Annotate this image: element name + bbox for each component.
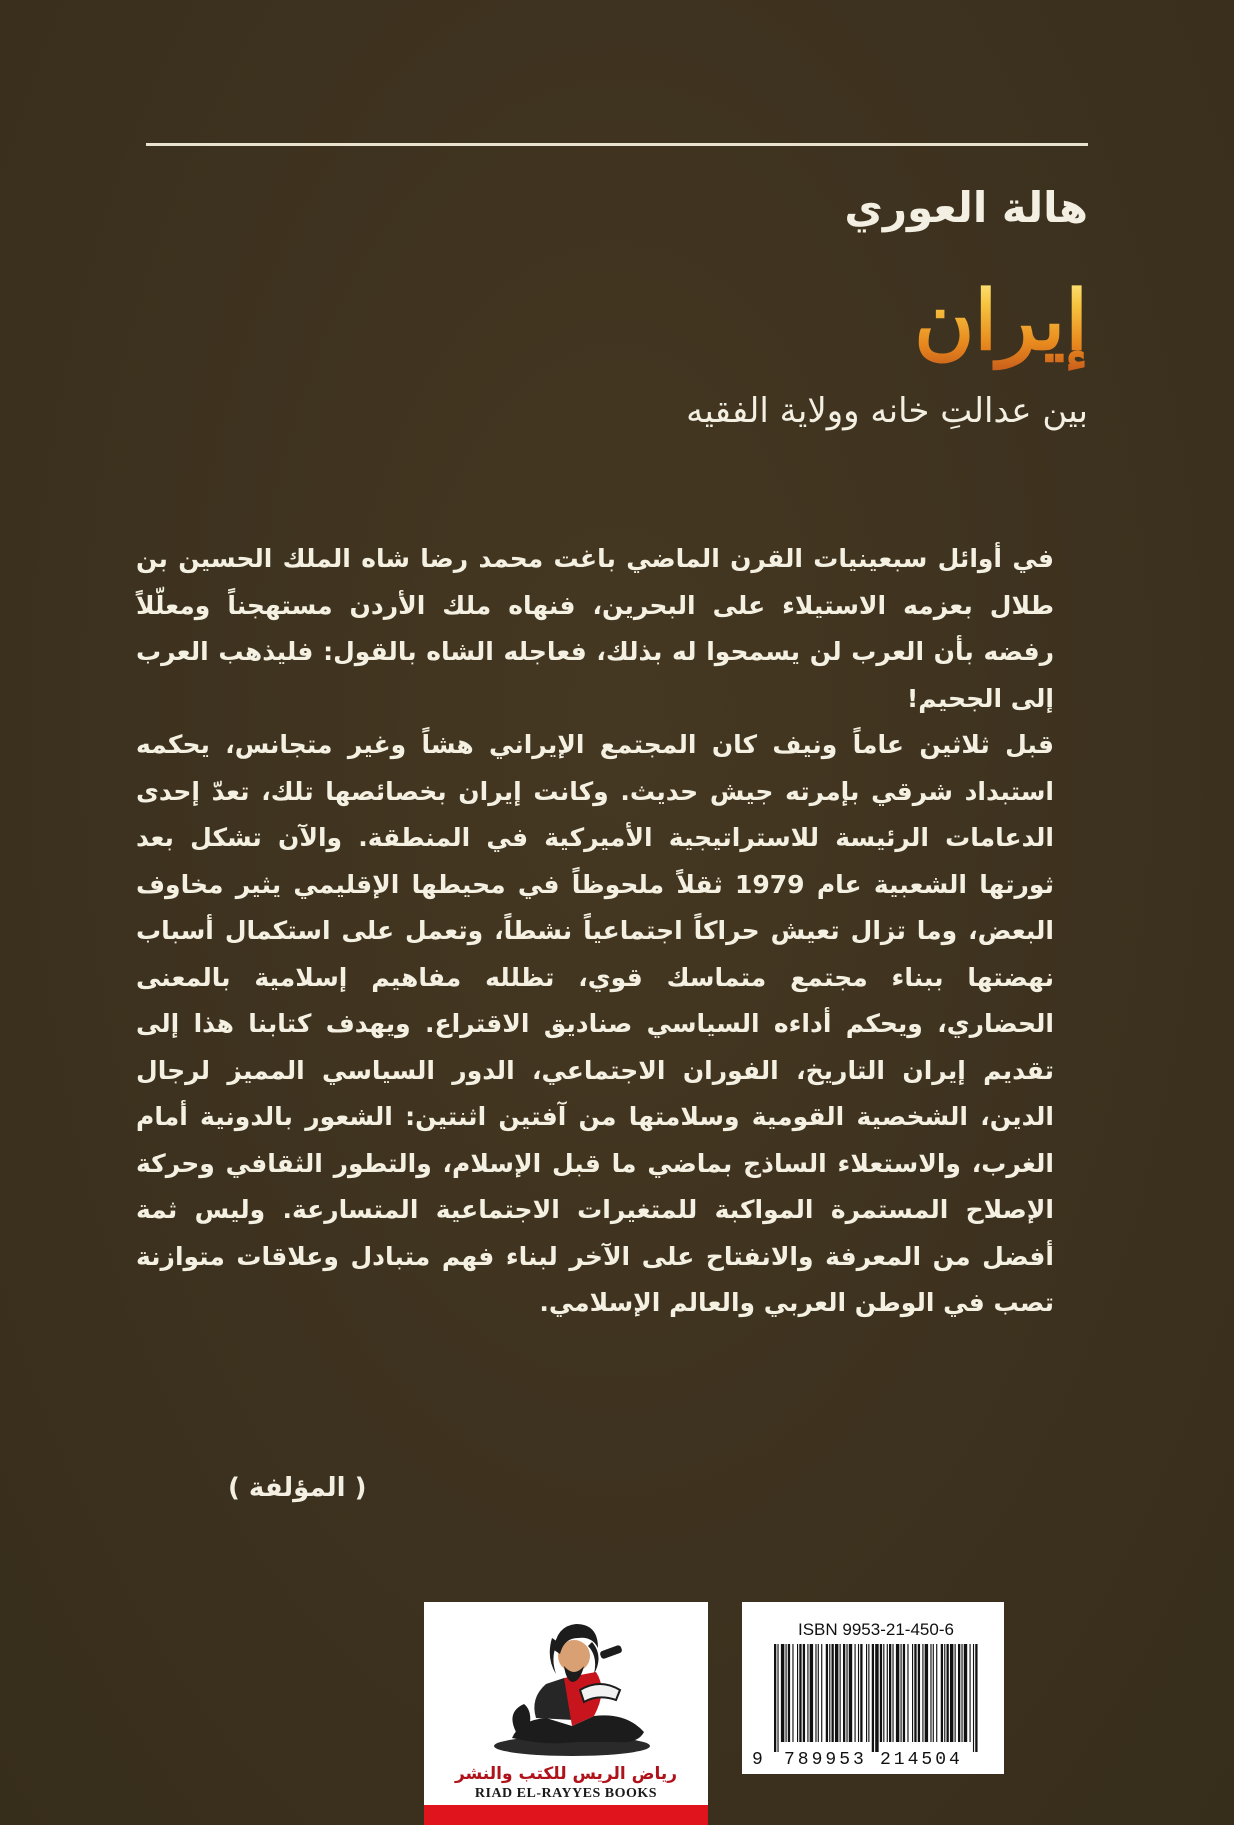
ean-group-2: 214504 <box>880 1750 963 1770</box>
book-title: إيران <box>914 266 1088 376</box>
barcode-icon <box>772 1644 978 1752</box>
publisher-name-latin: RIAD EL-RAYYES BOOKS <box>474 1786 658 1801</box>
blurb-paragraph-1: في أوائل سبعينيات القرن الماضي باغت محمد رضا شاه الملك الحسين بن طلال بعزمه الاستيلاء على البحرين، فنهاه ملك الأردن مستهجناً ومعلّلاً رفضه بأن العرب لن يسمحوا له بذلك، فعاجله الشاه بالقول: فليذهب العرب إلى الجحيم! <box>136 544 1054 713</box>
blurb-paragraph-2: قبل ثلاثين عاماً ونيف كان المجتمع الإيراني هشاً وغير متجانس، يحكمه استبداد شرقي بإمرته جيش حديث. وكانت إيران بخصائصها تلك، تعدّ إحدى الدعامات الرئيسة للاستراتيجية الأميركية في المنطقة. والآن تشكل بعد ثورتها الشعبية عام 1979 ثقلاً ملحوظاً في محيطها الإقليمي يثير مخاوف البعض، وما تزال تعيش حراكاً اجتماعياً نشطاً، وتعمل على استكمال أسباب نهضتها ببناء مجتمع متماسك قوي، تظلله مفاهيم إسلامية بالمعنى الحضاري، ويحكم أداءه السياسي صناديق الاقتراع. ويهدف كتابنا هذا إلى تقديم إيران التاريخ، الفوران الاجتماعي، الدور السياسي المميز لرجال الدين، الشخصية القومية وسلامتها من آفتين اثنتين: الشعور بالدونية أمام الغرب، والاستعلاء الساذج بماضي ما قبل الإسلام، والتطور الثقافي وحركة الإصلاح المستمرة المواكبة للمتغيرات الاجتماعية المتسارعة. وليس ثمة أفضل من المعرفة والانفتاح على الآخر لبناء فهم متبادل وعلاقات متوازنة تصب في الوطن العربي والعالم الإسلامي. <box>136 730 1054 1317</box>
ean-first-digit: 9 <box>752 1750 763 1770</box>
blurb-text <box>136 536 1054 1327</box>
ean-group-1: 789953 <box>784 1750 867 1770</box>
publisher-name-arabic: رياض الريس للكتب والنشر <box>454 1764 678 1784</box>
publisher-emblem-icon <box>476 1608 656 1766</box>
book-subtitle: بين عدالتِ خانه وولاية الفقيه <box>686 391 1088 431</box>
top-divider <box>146 143 1088 146</box>
author-signature: ( المؤلفة ) <box>228 1473 367 1503</box>
barcode-panel <box>742 1602 1004 1774</box>
publisher-red-band <box>424 1805 708 1825</box>
author-name: هالة العوري <box>844 183 1088 232</box>
isbn-label: ISBN 9953-21-450-6 <box>798 1620 954 1639</box>
publisher-logo <box>424 1602 708 1825</box>
